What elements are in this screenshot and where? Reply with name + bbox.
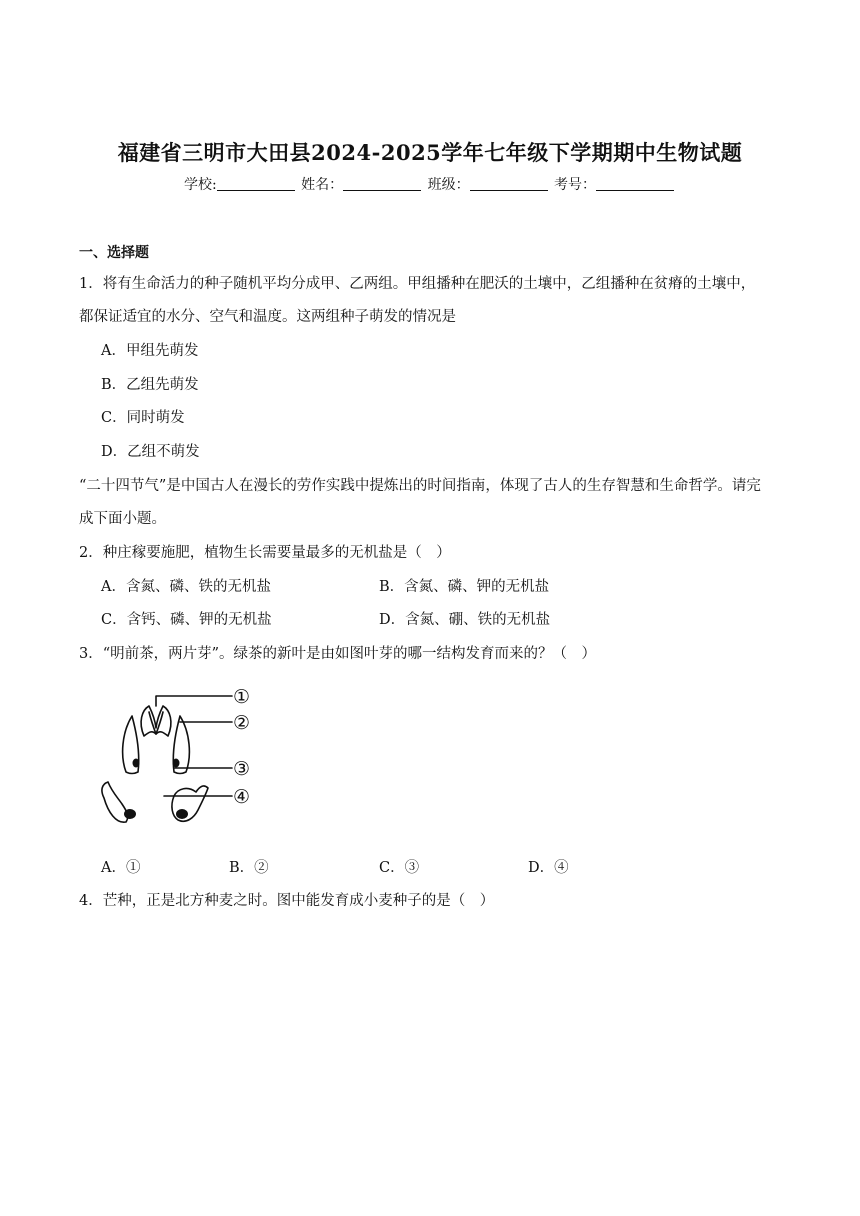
q3-stem: 3．“明前茶，两片芽”。绿茶的新叶是由如图叶芽的哪一结构发育而来的？（ ） xyxy=(79,646,597,662)
class-blank[interactable] xyxy=(470,176,548,191)
q2-option-d[interactable]: D．含氮、硼、铁的无机盐 xyxy=(379,612,551,628)
q2-option-b[interactable]: B．含氮、磷、钾的无机盐 xyxy=(379,579,550,595)
intro-line2: 成下面小题。 xyxy=(79,511,166,527)
q1-option-a[interactable]: A．甲组先萌发 xyxy=(101,343,199,359)
q3-option-a[interactable]: A．① xyxy=(101,860,141,876)
q2-option-c[interactable]: C．含钙、磷、钾的无机盐 xyxy=(101,612,272,628)
name-label: 姓名： xyxy=(301,177,344,193)
growth-cone xyxy=(141,706,171,736)
q1-option-c[interactable]: C．同时萌发 xyxy=(101,410,185,426)
intro-line1: “二十四节气”是中国古人在漫长的劳作实践中提炼出的时间指南，体现了古人的生存智慧和生命哲学。请完 xyxy=(79,478,761,494)
q1-stem-line2: 都保证适宜的水分、空气和温度。这两组种子萌发的情况是 xyxy=(79,309,456,325)
exam-number-blank[interactable] xyxy=(596,176,674,191)
page-title: 福建省三明市大田县2024-2025学年七年级下学期期中生物试题 xyxy=(117,140,743,165)
student-info-line xyxy=(0,174,860,194)
bud-primordium-dot xyxy=(133,759,140,768)
school-blank[interactable] xyxy=(217,176,295,191)
school-label: 学校: xyxy=(183,177,217,193)
q1-stem-line1: 1．将有生命活力的种子随机平均分成甲、乙两组。甲组播种在肥沃的土壤中，乙组播种在贫瘠的土壤中， xyxy=(79,276,756,292)
label-4: ④ xyxy=(233,786,251,808)
section-heading-choice: 一、选择题 xyxy=(79,245,149,261)
class-label: 班级： xyxy=(427,177,470,193)
q2-option-a[interactable]: A．含氮、磷、铁的无机盐 xyxy=(101,579,271,595)
leaf-primordium-left xyxy=(102,782,128,822)
q1-option-b[interactable]: B．乙组先萌发 xyxy=(101,377,199,393)
name-blank[interactable] xyxy=(343,176,421,191)
leaf-bud-diagram xyxy=(96,682,266,832)
q1-option-d[interactable]: D．乙组不萌发 xyxy=(101,444,200,460)
q3-option-d[interactable]: D．④ xyxy=(528,860,569,876)
q3-option-b[interactable]: B．② xyxy=(229,860,269,876)
q3-option-c[interactable]: C．③ xyxy=(379,860,420,876)
exam-number-label: 考号： xyxy=(554,177,597,193)
q2-stem: 2．种庄稼要施肥，植物生长需要量最多的无机盐是（ ） xyxy=(79,545,451,561)
label-2: ② xyxy=(233,712,251,734)
q4-stem: 4．芒种，正是北方种麦之时。图中能发育成小麦种子的是（ ） xyxy=(79,893,495,909)
label-1: ① xyxy=(233,686,251,708)
label-3: ③ xyxy=(233,758,251,780)
